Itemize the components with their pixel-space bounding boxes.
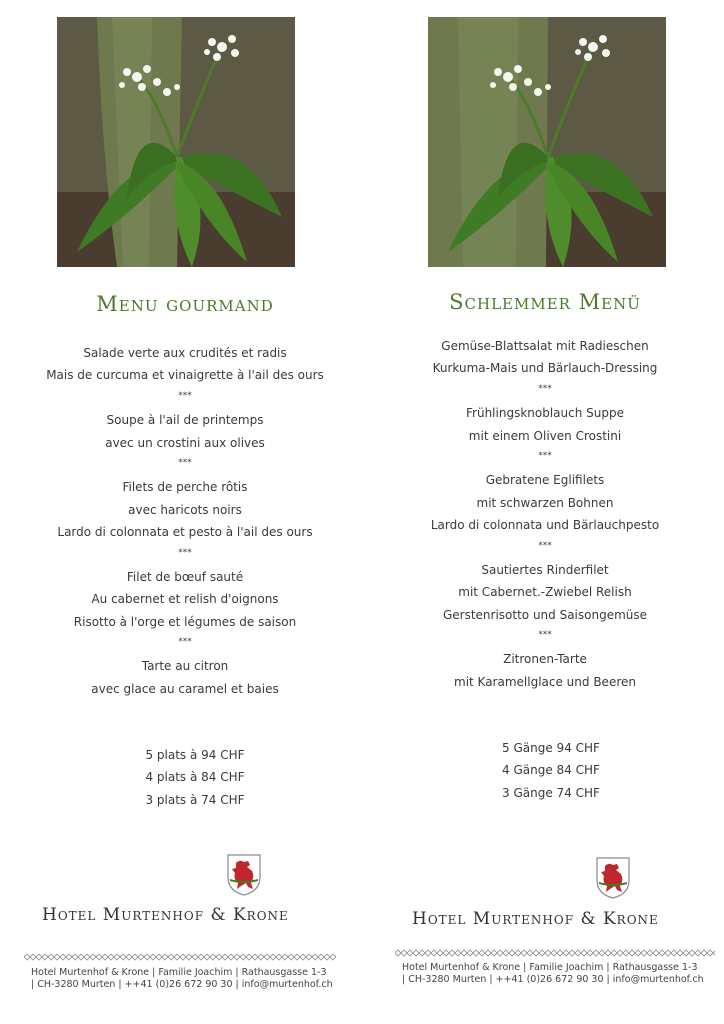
footer-line: Hotel Murtenhof & Krone | Familie Joachim | Rathausgasse 1-3 (31, 967, 327, 978)
menu-line: Risotto à l'orge et légumes de saison (73, 614, 297, 629)
menu-line: Mais de curcuma et vinaigrette à l'ail des ours (46, 368, 324, 383)
footer-line: | CH-3280 Murten | ++41 (0)26 672 90 30 | info@murtenhof.ch (402, 974, 704, 985)
menu-line: Salade verte aux crudités et radis (83, 346, 287, 360)
menu-line: Gebratene Eglifilets (485, 473, 605, 488)
menu-line: Lardo di colonnata et pesto à l'ail des ours (57, 525, 313, 540)
menu-line: Zitronen-Tarte (503, 652, 587, 667)
price-line: 4 plats à 84 CHF (145, 770, 245, 785)
price-line: 3 plats à 74 CHF (145, 792, 245, 807)
menu-line: avec glace au caramel et baies (91, 681, 279, 696)
menu-courses (364, 335, 724, 693)
menu-line: Gemüse-Blattsalat mit Radieschen (441, 339, 649, 353)
murten-lion-crest-icon (595, 856, 631, 900)
price-list (370, 737, 724, 804)
menu-courses (4, 342, 366, 700)
decorative-border (395, 949, 715, 957)
course-separator: *** (538, 383, 552, 394)
menu-line: Sautiertes Rinderfilet (481, 562, 609, 577)
menu-line: Au cabernet et relish d'oignons (91, 592, 279, 607)
course-separator: *** (178, 547, 192, 558)
menu-line: Lardo di colonnata und Bärlauchpesto (430, 518, 660, 533)
price-line: 4 Gänge 84 CHF (502, 763, 600, 778)
menu-line: avec un crostini aux olives (105, 435, 265, 450)
menu-title: Schlemmer Menü (449, 290, 641, 314)
wild-garlic-photo (57, 17, 295, 267)
menu-line: avec haricots noirs (128, 502, 242, 517)
hotel-name: Hotel Murtenhof & Krone (412, 909, 659, 929)
price-line: 5 plats à 94 CHF (145, 748, 245, 762)
footer-contact (31, 967, 333, 991)
course-separator: *** (538, 540, 552, 551)
menu-line: mit Karamellglace und Beeren (454, 674, 636, 689)
menu-line: mit schwarzen Bohnen (476, 495, 614, 510)
hotel-name: Hotel Murtenhof & Krone (42, 905, 289, 925)
footer-line: | CH-3280 Murten | ++41 (0)26 672 90 30 | info@murtenhof.ch (31, 979, 333, 990)
course-separator: *** (178, 637, 192, 648)
course-separator: *** (178, 390, 192, 401)
menu-line: mit einem Oliven Crostini (468, 428, 622, 443)
course-separator: *** (538, 630, 552, 641)
price-list (14, 744, 376, 811)
menu-line: Filet de bœuf sauté (126, 569, 244, 584)
price-line: 5 Gänge 94 CHF (502, 741, 600, 755)
price-line: 3 Gänge 74 CHF (502, 785, 600, 800)
menu-line: Kurkuma-Mais und Bärlauch-Dressing (432, 361, 658, 376)
menu-line: mit Cabernet.-Zwiebel Relish (458, 585, 632, 600)
course-separator: *** (178, 457, 192, 468)
menu-line: Gerstenrisotto und Saisongemüse (442, 607, 648, 622)
menu-line: Soupe à l'ail de printemps (106, 413, 264, 428)
menu-title: Menu gourmand (96, 292, 274, 316)
menu-line: Tarte au citron (141, 659, 229, 674)
footer-contact (402, 962, 704, 986)
course-separator: *** (538, 450, 552, 461)
menu-line: Frühlingsknoblauch Suppe (466, 406, 624, 421)
wild-garlic-photo (428, 17, 666, 267)
decorative-border (24, 953, 336, 961)
murten-lion-crest-icon (226, 853, 262, 897)
menu-column-german (362, 0, 724, 1024)
footer-line: Hotel Murtenhof & Krone | Familie Joachim | Rathausgasse 1-3 (402, 962, 698, 973)
menu-line: Filets de perche rôtis (122, 480, 248, 495)
